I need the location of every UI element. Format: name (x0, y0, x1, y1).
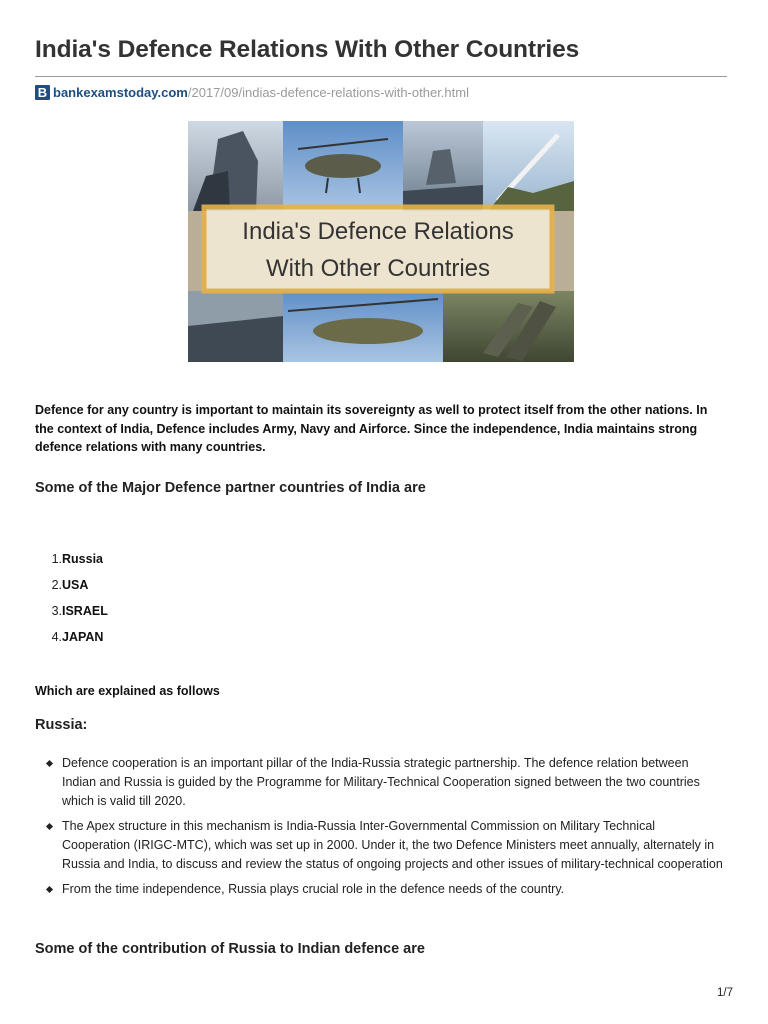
list-text: JAPAN (62, 630, 104, 644)
bullet-icon (46, 823, 53, 830)
list-item (35, 630, 108, 656)
list-number: 3. (51, 604, 62, 618)
list-item (35, 880, 725, 899)
source-path[interactable]: /2017/09/indias-defence-relations-with-other.html (187, 84, 469, 100)
source-line (35, 84, 469, 100)
list-item (35, 578, 108, 604)
list-text: From the time independence, Russia plays crucial role in the defence needs of the country. (62, 882, 565, 896)
title-divider (35, 76, 727, 77)
page-number: 1/7 (717, 987, 733, 999)
site-logo-icon: B (35, 85, 50, 100)
list-text: USA (62, 578, 89, 592)
contribution-heading: Some of the contribution of Russia to Indian defence are (35, 941, 425, 957)
bullet-icon (46, 760, 53, 767)
list-item (35, 604, 108, 630)
document-title: India's Defence Relations With Other Countries (35, 36, 580, 63)
source-domain[interactable]: bankexamstoday.com (53, 84, 188, 100)
list-text: ISRAEL (62, 604, 108, 618)
list-text: The Apex structure in this mechanism is India-Russia Inter-Governmental Commission on Military Technical Cooperation (IRIGC-MTC), which was set up in 2000. Under it, the two Defence Ministers meet annually, alternately in Russia and India, to discuss and review the status of ongoing projects and other issues of military-technical cooperation (62, 819, 723, 871)
follows-text: Which are explained as follows (35, 684, 220, 698)
banner-line1: India's Defence Relations (242, 218, 514, 245)
partners-heading: Some of the Major Defence partner countries of India are (35, 480, 426, 496)
banner-line2: With Other Countries (265, 255, 491, 282)
list-text: Russia (62, 552, 103, 566)
russia-points (35, 754, 725, 905)
list-item (35, 552, 108, 578)
list-item (35, 754, 725, 811)
list-item (35, 817, 725, 874)
list-text: Defence cooperation is an important pillar of the India-Russia strategic partnership. The defence relation between Indian and Russia is guided by the Programme for Military-Technical Cooperation signed between the two countries which is valid till 2020. (62, 756, 700, 808)
list-number: 1. (51, 552, 62, 566)
list-number: 4. (51, 630, 62, 644)
list-number: 2. (51, 578, 62, 592)
banner-image (188, 121, 574, 362)
bullet-icon (46, 886, 53, 893)
russia-heading: Russia: (35, 717, 88, 733)
intro-paragraph: Defence for any country is important to maintain its sovereignty as well to protect itself from the other nations. In the context of India, Defence includes Army, Navy and Airforce. Since the independence, India maintains strong defence relations with many countries. (35, 403, 708, 454)
partners-list (35, 552, 108, 656)
